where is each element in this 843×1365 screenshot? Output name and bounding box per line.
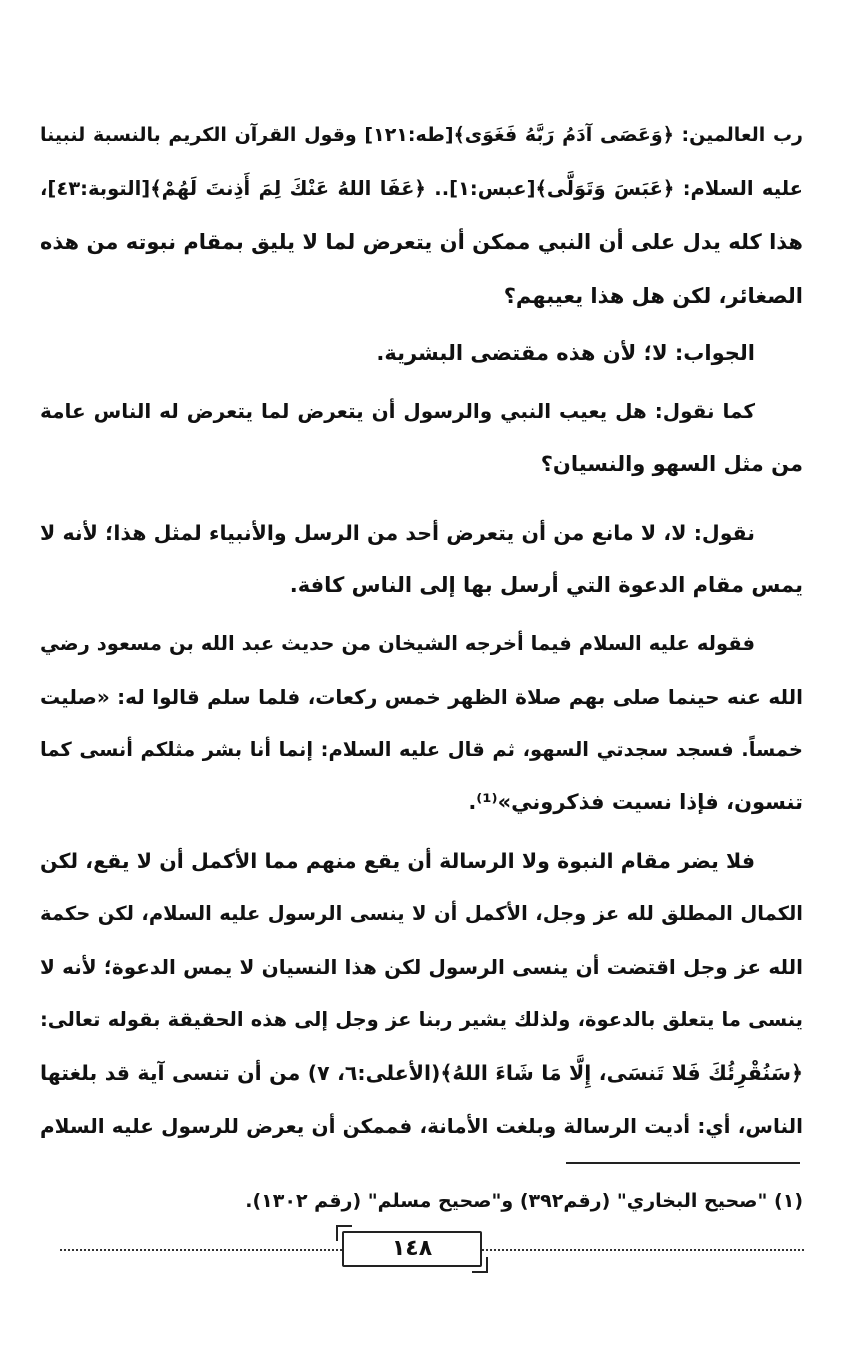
text-line: عليه السلام: ﴿عَبَسَ وَتَوَلَّى﴾[عبس:١].. ﴿عَفَا اللهُ عَنْكَ لِمَ أَذِنتَ لَهُمْ﴾[التوبة:٤٣]، bbox=[40, 177, 803, 200]
text-line: نقول: لا، لا مانع من أن يتعرض أحد من الرسل والأنبياء لمثل هذا؛ لأنه لا bbox=[40, 521, 755, 545]
text-line: هذا كله يدل على أن النبي ممكن أن يتعرض لما لا يليق بمقام نبوته من هذه bbox=[40, 230, 803, 254]
text-line: ينسى ما يتعلق بالدعوة، ولذلك يشير ربنا عز وجل إلى هذه الحقيقة بقوله تعالى: bbox=[40, 1008, 803, 1031]
text-line: خمساً. فسجد سجدتي السهو، ثم قال عليه السلام: إنما أنا بشر مثلكم أنسى كما bbox=[40, 738, 803, 761]
dotted-rule-left bbox=[60, 1249, 342, 1251]
text-line: رب العالمين: ﴿وَعَصَى آدَمُ رَبَّهُ فَغَوَى﴾[طه:١٢١] وقول القرآن الكريم بالنسبة لنبينا bbox=[40, 124, 803, 146]
text-line: الله عز وجل اقتضت أن ينسى الرسول لكن هذا النسيان لا يمس الدعوة؛ لأنه لا bbox=[40, 955, 803, 979]
text-line: الجواب: لا؛ لأن هذه مقتضى البشرية. bbox=[376, 341, 755, 365]
text-line: ﴿سَنُقْرِئُكَ فَلا تَنسَى، إِلَّا مَا شَاءَ اللهُ﴾(الأعلى:٦، ٧) من أن تنسى آية قد بلغتها bbox=[40, 1061, 803, 1085]
text-line: كما نقول: هل يعيب النبي والرسول أن يتعرض لما يتعرض له الناس عامة bbox=[40, 399, 755, 423]
text-line: الله عنه حينما صلى بهم صلاة الظهر خمس ركعات، فلما سلم قالوا له: «صليت bbox=[40, 685, 803, 709]
text-line: يمس مقام الدعوة التي أرسل بها إلى الناس كافة. bbox=[289, 573, 803, 597]
text-line: تنسون، فإذا نسيت فذكروني»⁽¹⁾. bbox=[468, 790, 803, 814]
text-line: الكمال المطلق لله عز وجل، الأكمل أن لا ينسى الرسول عليه السلام، لكن حكمة bbox=[40, 902, 803, 925]
page-number-frame bbox=[342, 1231, 482, 1267]
footnote: (١) "صحيح البخاري" (رقم٣٩٢) و"صحيح مسلم" (رقم ١٣٠٢). bbox=[245, 1190, 803, 1212]
dotted-rule-right bbox=[482, 1249, 804, 1251]
text-line: فلا يضر مقام النبوة ولا الرسالة أن يقع منهم مما الأكمل أن لا يقع، لكن bbox=[40, 849, 755, 873]
footnote-divider bbox=[566, 1162, 800, 1164]
text-line: الناس، أي: أديت الرسالة وبلغت الأمانة، فممكن أن يعرض للرسول عليه السلام bbox=[40, 1114, 803, 1138]
text-line: من مثل السهو والنسيان؟ bbox=[540, 452, 803, 476]
page-number: ١٤٨ bbox=[391, 1236, 433, 1261]
text-line: الصغائر، لكن هل هذا يعيبهم؟ bbox=[503, 284, 803, 308]
text-line: فقوله عليه السلام فيما أخرجه الشيخان من حديث عبد الله بن مسعود رضي bbox=[40, 632, 755, 655]
